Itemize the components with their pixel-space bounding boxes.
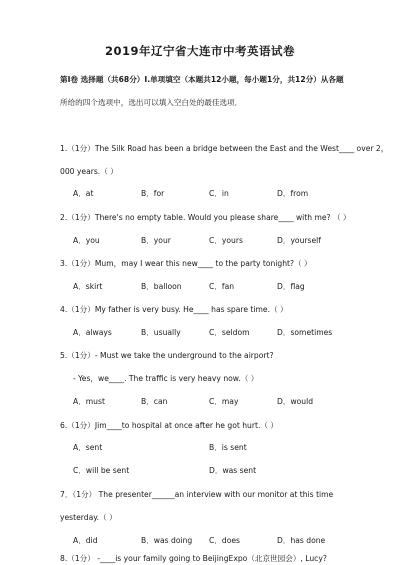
question-4-option-c: C．seldom [209, 328, 250, 337]
question-1-stem: 1.（1分）The Silk Road has been a bridge between the East and the West____ over 2， [60, 144, 389, 153]
question-2-option-a: A．you [73, 236, 100, 245]
question-8-stem: 8.（1分） -____is your family going to BeijingExpo（北京世园会）, Lucy? [60, 554, 327, 563]
question-4-option-d: D．sometimes [277, 328, 333, 337]
question-3-stem: 3.（1分）Mum，may I wear this new____ to the party tonight?（ ） [60, 259, 312, 268]
question-1-option-b: B．for [141, 189, 165, 198]
question-7-option-c: C．does [209, 536, 240, 545]
question-3-option-a: A．skirt [73, 282, 103, 291]
question-6-option-c: C．will be sent [73, 466, 130, 475]
question-7-option-b: B．was doing [141, 536, 193, 545]
question-1-stem-cont: 000 years.（ ） [60, 167, 118, 176]
question-2-stem: 2.（1分）There's no empty table. Would you please share____ with me? （ ） [60, 213, 351, 222]
question-5-option-c: C．may [209, 397, 239, 406]
section-instruction-line-2: 所给的四个选项中，选出可以填入空白处的最佳选项． [60, 98, 243, 107]
question-1-option-d: D．from [277, 189, 309, 198]
question-4-stem: 4.（1分）My father is very busy. He____ has spare time.（ ） [60, 305, 288, 314]
question-7-option-d: D．has done [277, 536, 326, 545]
question-3-option-b: B．balloon [141, 282, 182, 291]
question-1-option-a: A．at [73, 189, 94, 198]
question-7-stem: 7．（1分） The presenter______an interview with our monitor at this time [60, 490, 334, 499]
question-6-option-d: D．was sent [209, 466, 257, 475]
section-instruction-line-1: 第I卷 选择题（共68分）Ⅰ.单项填空（本题共12小题，每小题1分，共12分）从各题 [60, 75, 344, 84]
question-5-option-b: B．can [141, 397, 168, 406]
question-6-option-a: A．sent [73, 443, 103, 452]
question-4-option-a: A．always [73, 328, 112, 337]
question-5-option-d: D．would [277, 397, 314, 406]
question-6-stem: 6.（1分）Jim____to hospital at once after he got hurt.（ ） [60, 421, 278, 430]
question-3-option-c: C．fan [209, 282, 235, 291]
question-4-option-b: B．usually [141, 328, 181, 337]
question-5-stem-cont: - Yes，we____. The traffic is very heavy now.（ ） [73, 374, 259, 383]
question-7-stem-cont: yesterday.（ ） [60, 513, 117, 522]
question-5-option-a: A．must [73, 397, 105, 406]
question-5-stem: 5.（1分）- Must we take the underground to the airport? [60, 351, 274, 360]
question-3-option-d: D．flag [277, 282, 305, 291]
question-2-option-b: B．your [141, 236, 171, 245]
question-2-option-c: C．yours [209, 236, 243, 245]
question-1-option-c: C．in [209, 189, 229, 198]
page-title: 2019年辽宁省大连市中考英语试卷 [104, 44, 295, 58]
question-7-option-a: A．did [73, 536, 98, 545]
question-2-option-d: D．yourself [277, 236, 321, 245]
question-6-option-b: B．is sent [209, 443, 247, 452]
